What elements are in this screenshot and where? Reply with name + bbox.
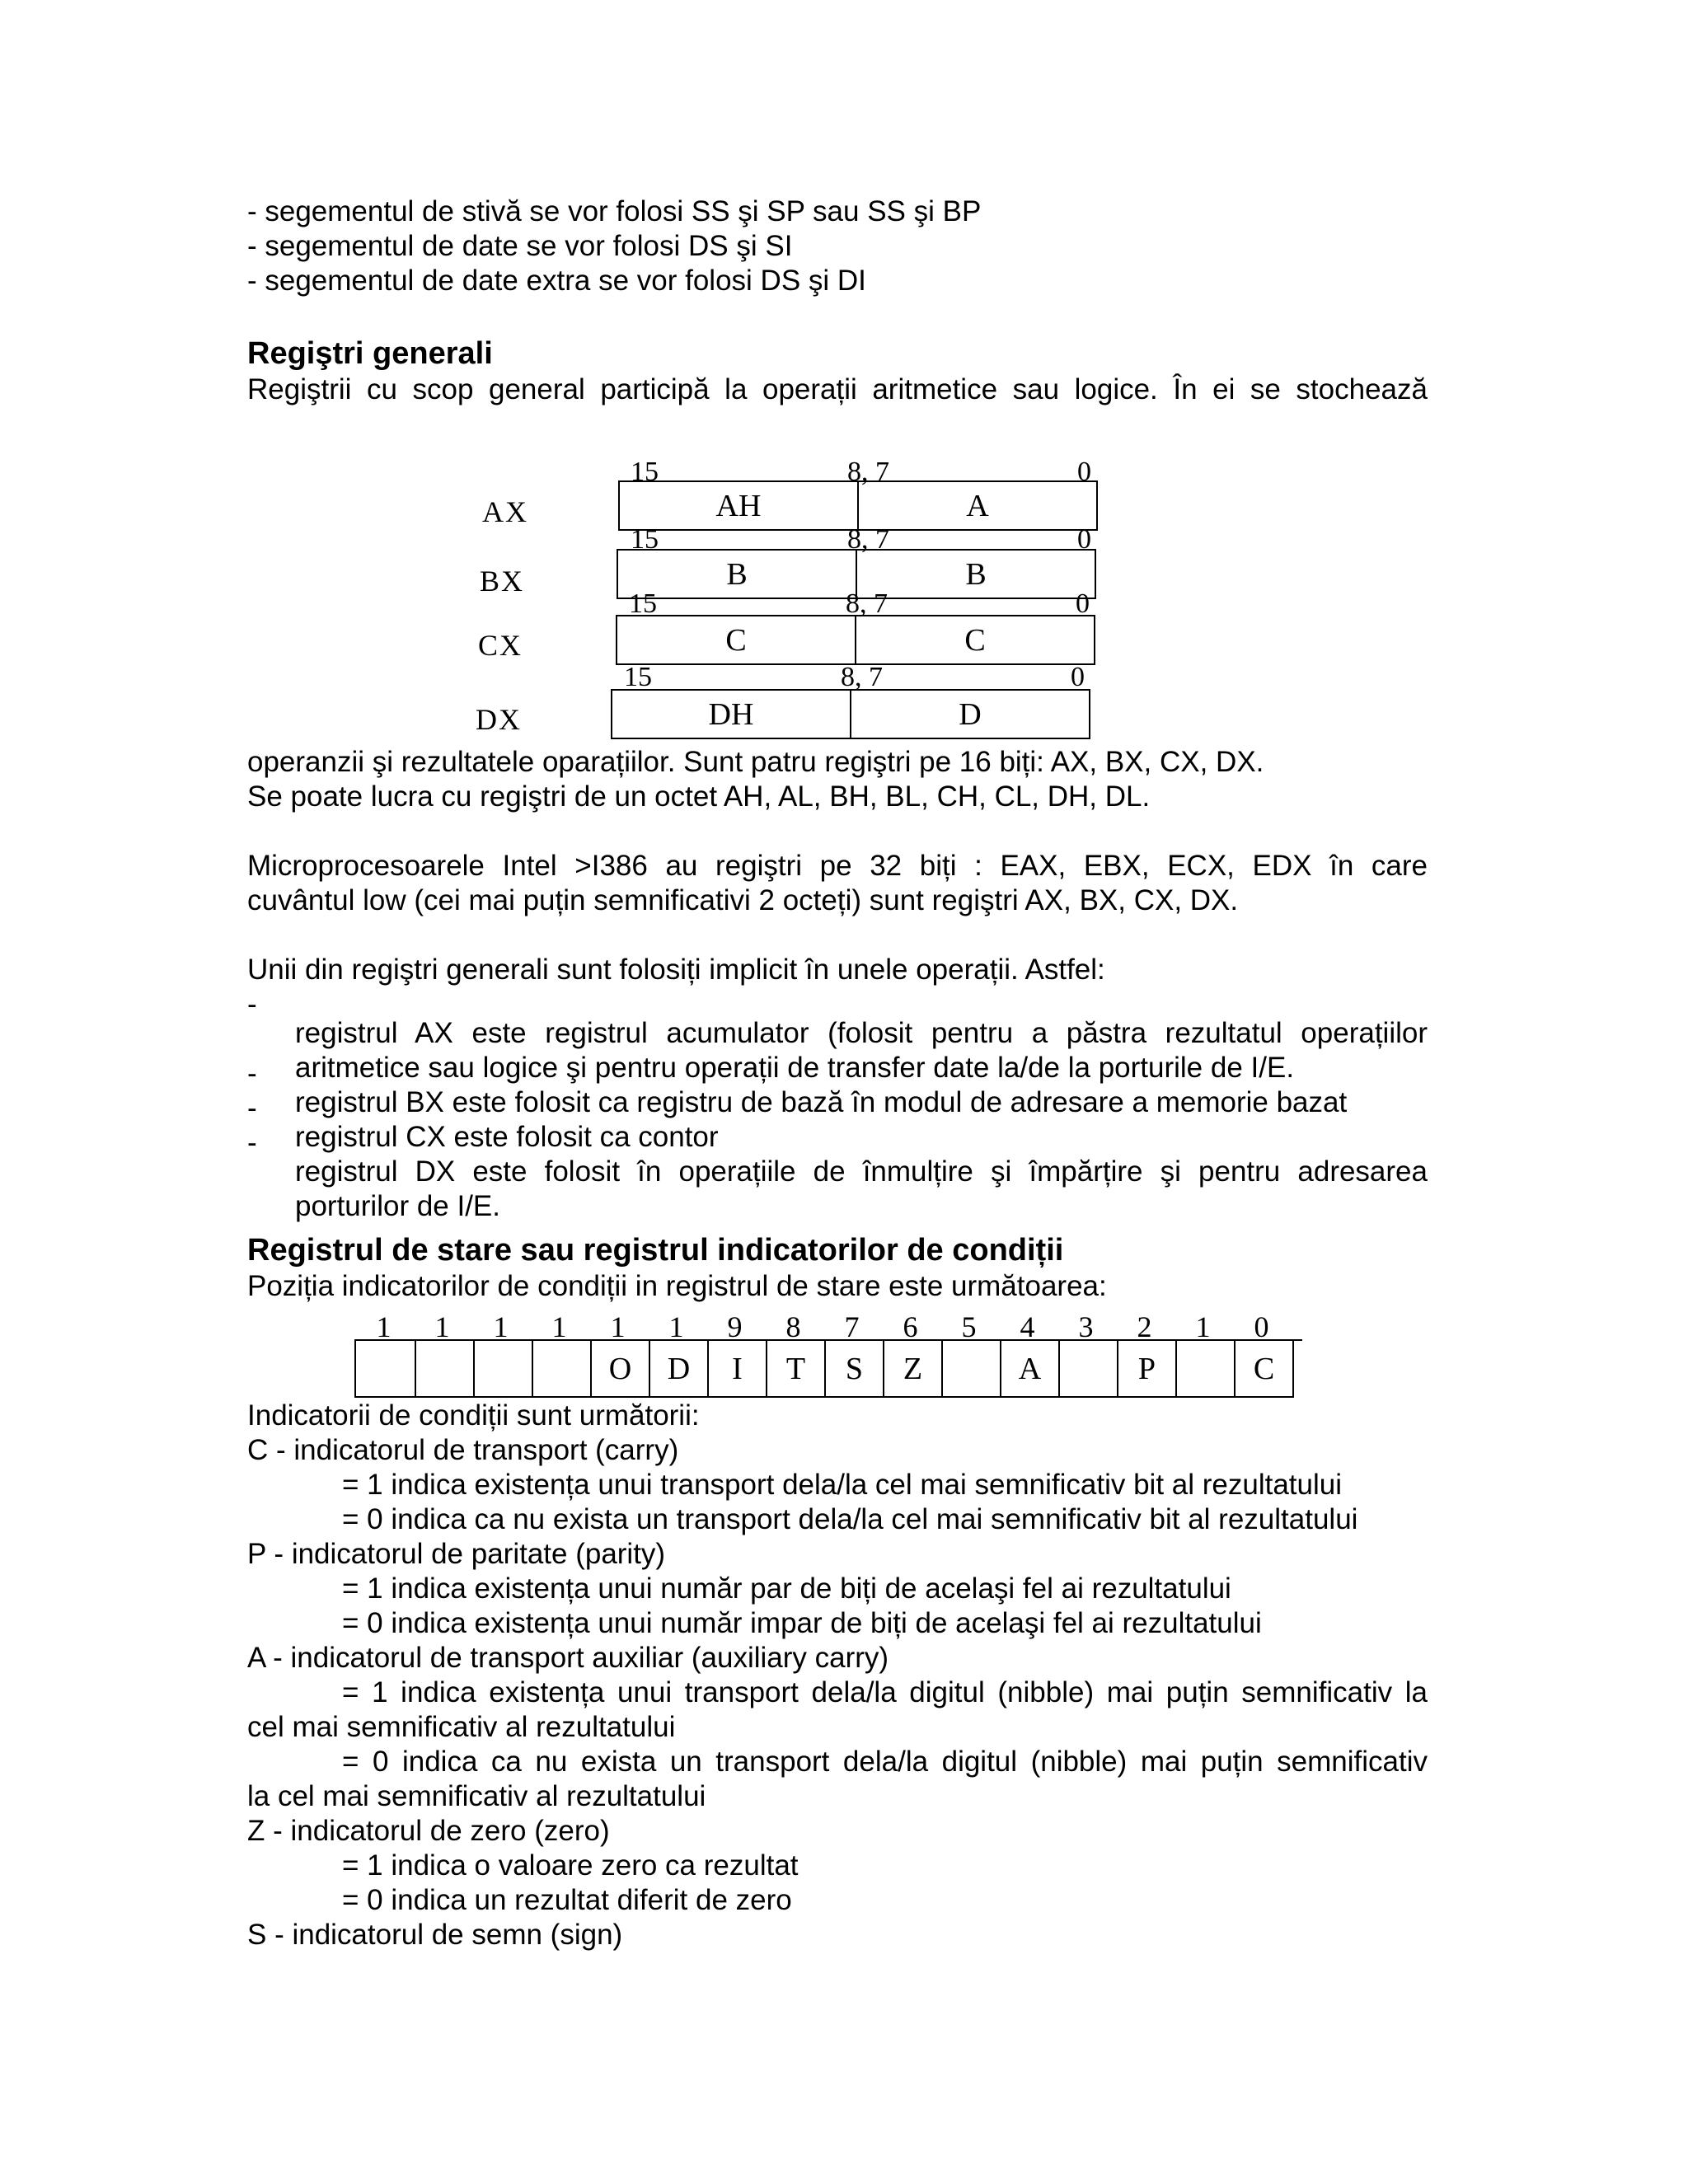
flag-cell-t: T [766, 1341, 824, 1396]
bullet-dash-2: - [247, 1057, 257, 1090]
flags-bit-numbers [354, 1312, 1291, 1342]
flag-bit-number: 1 [376, 1310, 392, 1343]
ax-bit-15: 15 [631, 457, 659, 487]
general-registers-heading: Regiştri generali [247, 336, 493, 371]
bx-bit-15: 15 [631, 524, 659, 555]
stack-line-3: - segementul de date extra se vor folosi DS şi DI [247, 265, 866, 297]
flag-bit-number: 1 [493, 1310, 509, 1343]
zero-zero: = 0 indica un rezultat diferit de zero [342, 1884, 792, 1916]
bullet-dx-line-2: porturilor de I/E. [295, 1190, 500, 1222]
flag-cell [532, 1341, 590, 1396]
cx-register [616, 615, 1095, 665]
flag-cell [941, 1341, 1000, 1396]
bullet-dash-3: - [247, 1092, 257, 1124]
dx-label: DX [476, 703, 522, 736]
bullet-ax-line-1: registrul AX este registrul acumulator (folosit pentru a păstra rezultatul operațiilor [295, 1017, 1428, 1049]
bx-high-byte: B [726, 556, 748, 592]
implicit-intro: Unii din regiştri generali sunt folosiți implicit în unele operații. Astfel: [247, 954, 1105, 986]
flag-cell [415, 1341, 473, 1396]
ax-low-byte: A [857, 482, 1096, 529]
flag-cell [1058, 1341, 1117, 1396]
general-after-2: Se poate lucra cu regiştri de un octet AH, AL, BH, BL, CH, CL, DH, DL. [247, 780, 1151, 813]
aux-carry-zero-line-1: = 0 indica ca nu exista un transport dela/la digitul (nibble) mai puțin semnificativ [342, 1746, 1428, 1778]
cx-bit-15: 15 [629, 588, 657, 619]
bx-bit-0: 0 [1077, 524, 1091, 555]
ax-register [618, 480, 1098, 531]
ax-bit-8-7: 8, 7 [847, 457, 889, 487]
flag-bit-number: 4 [1020, 1310, 1035, 1343]
bullet-bx: registrul BX este folosit ca registru de bază în modul de adresare a memorie bazat [295, 1086, 1348, 1118]
zero-one: = 1 indica o valoare zero ca rezultat [342, 1849, 799, 1882]
flag-bit-number: 6 [903, 1310, 918, 1343]
flag-cell-c: C [1234, 1341, 1292, 1396]
dx-bit-0: 0 [1071, 662, 1085, 692]
dx-register [611, 689, 1090, 739]
aux-carry-one-line-2: cel mai semnificativ al rezultatului [247, 1711, 676, 1743]
flags-intro: Poziția indicatorilor de condiții in registrul de stare este următoarea: [247, 1270, 1107, 1302]
bullet-cx: registrul CX este folosit ca contor [295, 1121, 719, 1153]
flag-cell-a: A [1000, 1341, 1058, 1396]
flag-cell-s: S [824, 1341, 883, 1396]
flag-cell [356, 1341, 415, 1396]
ax-high-byte: AH [715, 488, 762, 523]
bullet-dash-4: - [247, 1127, 257, 1159]
flag-cell-o: O [590, 1341, 649, 1396]
stack-line-1: - segementul de stivă se vor folosi SS şi SP sau SS şi BP [247, 195, 982, 227]
flag-bit-number: 5 [961, 1310, 977, 1343]
flag-bit-number: 1 [1195, 1310, 1211, 1343]
bx-label: BX [480, 565, 525, 598]
i386-line-2: cuvântul low (cei mai puțin semnificativi 2 octeți) sunt regiştri AX, BX, CX, DX. [247, 884, 1239, 916]
flag-cell-i: I [707, 1341, 766, 1396]
dx-low-byte: D [850, 691, 1089, 738]
cx-bit-0: 0 [1076, 588, 1090, 619]
cx-bit-8-7: 8, 7 [846, 588, 888, 619]
flags-register [354, 1341, 1294, 1398]
bx-bit-8-7: 8, 7 [847, 524, 889, 555]
bullet-dash-1: - [247, 988, 257, 1020]
dx-bit-8-7: 8, 7 [841, 662, 883, 692]
flag-bit-number: 2 [1137, 1310, 1152, 1343]
bullet-ax-line-2: aritmetice sau logice şi pentru operații de transfer date la/de la porturile de I/E. [295, 1052, 1295, 1084]
sign-title: S - indicatorul de semn (sign) [247, 1919, 623, 1951]
carry-title: C - indicatorul de transport (carry) [247, 1434, 679, 1466]
general-intro: Regiştrii cu scop general participă la operații aritmetice sau logice. În ei se stochează [247, 373, 1428, 405]
flag-cell-d: D [649, 1341, 707, 1396]
flag-cell [473, 1341, 532, 1396]
carry-one: = 1 indica existența unui transport dela/la cel mai semnificativ bit al rezultatului [342, 1469, 1342, 1501]
parity-zero: = 0 indica existența unui număr impar de biți de acelaşi fel ai rezultatului [342, 1607, 1262, 1639]
general-after-1: operanzii şi rezultatele oparațiilor. Sunt patru regiştri pe 16 biți: AX, BX, CX, DX. [247, 746, 1264, 778]
dx-high-byte: DH [708, 696, 754, 732]
flags-heading: Registrul de stare sau registrul indicatorilor de condiții [247, 1233, 1064, 1268]
ax-label: AX [482, 495, 528, 528]
flag-bit-number: 1 [551, 1310, 567, 1343]
flag-bit-number: 1 [610, 1310, 626, 1343]
zero-title: Z - indicatorul de zero (zero) [247, 1815, 610, 1847]
cx-label: CX [478, 629, 523, 662]
cx-low-byte: C [855, 616, 1094, 663]
i386-line-1: Microprocesoarele Intel >I386 au regiştri pe 32 biți : EAX, EBX, ECX, EDX în care [247, 850, 1428, 882]
ax-bit-0: 0 [1077, 457, 1091, 487]
bx-low-byte: B [856, 551, 1095, 598]
aux-carry-one-line-1: = 1 indica existența unui transport dela/la digitul (nibble) mai puțin semnificativ la [342, 1676, 1428, 1708]
flag-bit-number: 9 [727, 1310, 743, 1343]
flag-bit-number: 8 [785, 1310, 801, 1343]
parity-title: P - indicatorul de paritate (parity) [247, 1538, 666, 1570]
flag-cell [1175, 1341, 1234, 1396]
aux-carry-title: A - indicatorul de transport auxiliar (auxiliary carry) [247, 1642, 889, 1674]
dx-bit-15: 15 [624, 662, 652, 692]
flag-bit-number: 7 [844, 1310, 860, 1343]
flag-bit-number: 0 [1254, 1310, 1269, 1343]
flag-cell-z: Z [883, 1341, 941, 1396]
flag-bit-number: 1 [668, 1310, 684, 1343]
flags-list-intro: Indicatorii de condiții sunt următorii: [247, 1399, 700, 1432]
carry-zero: = 0 indica ca nu exista un transport dela/la cel mai semnificativ bit al rezultatului [342, 1503, 1358, 1535]
flag-bit-number: 1 [434, 1310, 450, 1343]
cx-high-byte: C [725, 622, 747, 658]
flag-bit-number: 3 [1078, 1310, 1094, 1343]
stack-line-2: - segementul de date se vor folosi DS şi SI [247, 230, 793, 262]
parity-one: = 1 indica existența unui număr par de biți de acelaşi fel ai rezultatului [342, 1572, 1231, 1605]
flag-cell-p: P [1117, 1341, 1175, 1396]
aux-carry-zero-line-2: la cel mai semnificativ al rezultatului [247, 1780, 706, 1812]
bullet-dx-line-1: registrul DX este folosit în operațiile de înmulțire şi împărțire şi pentru adresarea [295, 1155, 1428, 1188]
